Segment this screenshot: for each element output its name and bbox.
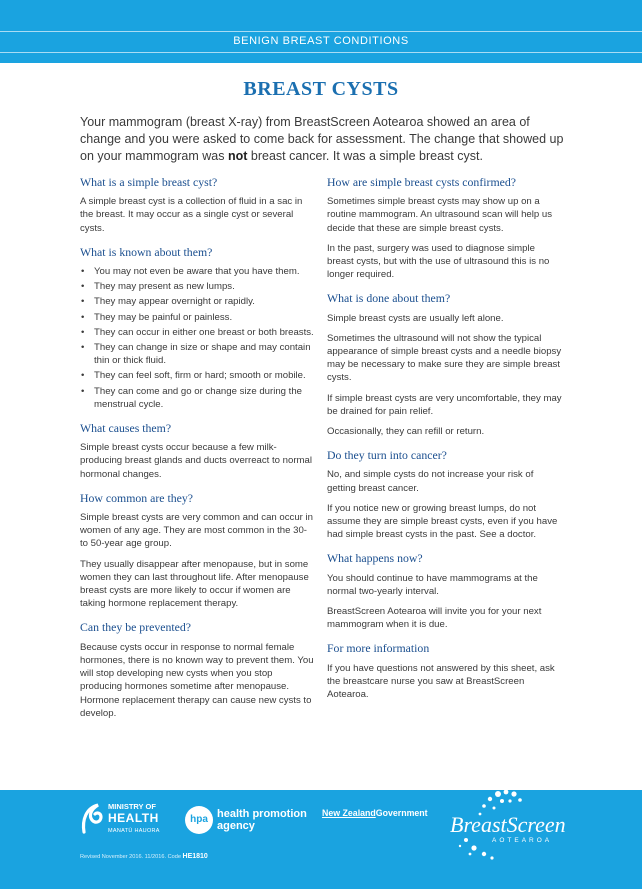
section-heading: What is known about them? bbox=[80, 244, 213, 259]
section-happens-now bbox=[327, 552, 563, 631]
section-text: Occasionally, they can refill or return. bbox=[327, 426, 485, 438]
section-text: Sometimes the ultrasound will not show the typical appearance of simple breast cysts and a needle biopsy may be necessary to make sure they are simple breast cysts. bbox=[327, 332, 562, 384]
left-column bbox=[80, 176, 316, 731]
section-heading: What is a simple breast cyst? bbox=[80, 175, 218, 189]
section-text: Simple breast cysts are usually left alone. bbox=[327, 312, 504, 324]
intro-part2: breast cancer. It was a simple breast cyst. bbox=[247, 149, 483, 163]
hpa-line1: health promotion bbox=[217, 808, 307, 820]
section-text: They usually disappear after menopause, but in some women they can last throughout life. After menopause breast cysts are more likely to occur if women are taking hormone replacement therapy. bbox=[80, 558, 309, 610]
section-text: Because cysts occur in response to normal female hormones, there is no known way to prevent them. You will stop developing new cysts when you stop producing hormones sometime after menopause. Hormone replacement therapy can cause new cysts to develop. bbox=[80, 641, 314, 719]
section-text: A simple breast cyst is a collection of fluid in a sac in the breast. It may occur as a single cyst or several cysts. bbox=[80, 196, 303, 234]
list-item: • They can change in size or shape and may contain thin or thick fluid. bbox=[80, 341, 316, 367]
hpa-badge-icon: hpa bbox=[185, 806, 213, 834]
list-item: • You may not even be aware that you have them. bbox=[80, 265, 316, 278]
intro-paragraph bbox=[80, 114, 570, 165]
moh-line1: MINISTRY OF bbox=[108, 802, 156, 811]
revision-note bbox=[80, 853, 208, 860]
page-title: BREAST CYSTS bbox=[243, 78, 399, 100]
right-column bbox=[327, 176, 563, 712]
list-item: • They can feel soft, firm or hard; smooth or mobile. bbox=[80, 369, 316, 382]
breastscreen-name: BreastScreen bbox=[450, 812, 566, 837]
section-text: If you notice new or growing breast lumps, do not assume they are simple breast cysts, even if you have had simple breast cysts in the past. See a doctor. bbox=[327, 502, 558, 541]
section-text: In the past, surgery was used to diagnose simple breast cysts, but with the use of ultrasound this is no longer required. bbox=[327, 242, 550, 281]
section-text: You should continue to have mammograms at the normal two-yearly interval. bbox=[327, 572, 538, 597]
nz-government-logo bbox=[322, 808, 428, 818]
nzgov-part2: Government bbox=[375, 808, 428, 818]
hpa-logo bbox=[185, 806, 313, 836]
section-causes bbox=[80, 422, 316, 481]
section-heading: For more information bbox=[327, 641, 430, 656]
section-text: Simple breast cysts are very common and can occur in women of any age. They are most common in the 30- to 50-year age group. bbox=[80, 512, 314, 550]
section-text: Simple breast cysts occur because a few milk-producing breast glands and ducts overreact to normal hormonal changes. bbox=[80, 442, 312, 480]
ministry-of-health-logo bbox=[80, 799, 172, 843]
section-cancer bbox=[327, 449, 563, 541]
breastscreen-logo bbox=[440, 784, 600, 864]
section-heading: What happens now? bbox=[327, 551, 423, 566]
revision-code: HE1810 bbox=[182, 853, 208, 860]
moh-line2: HEALTH bbox=[108, 811, 159, 825]
revision-text: Revised November 2016. 11/2016. Code bbox=[80, 854, 183, 860]
list-item: • They may appear overnight or rapidly. bbox=[80, 295, 316, 308]
list-item: • They may present as new lumps. bbox=[80, 280, 316, 293]
section-what-is bbox=[80, 176, 316, 235]
list-item: • They may be painful or painless. bbox=[80, 311, 316, 324]
section-text: Sometimes simple breast cysts may show up on a routine mammogram. An ultrasound scan will help us decide that these are simple breast cysts. bbox=[327, 196, 553, 234]
section-text: BreastScreen Aotearoa will invite you for your next mammogram when it is due. bbox=[327, 606, 542, 631]
section-heading: Can they be prevented? bbox=[80, 620, 192, 635]
section-text: No, and simple cysts do not increase your risk of getting breast cancer. bbox=[327, 469, 534, 494]
moh-line3: MANATŪ HAUORA bbox=[108, 828, 160, 834]
hpa-line2: agency bbox=[217, 820, 255, 832]
section-heading: How are simple breast cysts confirmed? bbox=[327, 175, 517, 189]
header-band-label: BENIGN BREAST CONDITIONS bbox=[233, 35, 409, 47]
list-item: • They can occur in either one breast or both breasts. bbox=[80, 326, 316, 339]
section-heading: What causes them? bbox=[80, 421, 172, 436]
intro-emphasis: not bbox=[227, 149, 248, 163]
top-banner bbox=[0, 0, 642, 63]
section-heading: What is done about them? bbox=[327, 291, 451, 306]
nzgov-part1: New Zealand bbox=[322, 808, 376, 818]
section-text: If you have questions not answered by this sheet, ask the breastcare nurse you saw at BreastScreen Aotearoa. bbox=[327, 662, 555, 701]
section-text: If simple breast cysts are very uncomfortable, they may be drained for pain relief. bbox=[327, 392, 562, 417]
list-item: • They can come and go or change size during the menstrual cycle. bbox=[80, 385, 316, 411]
section-how-common bbox=[80, 492, 316, 611]
section-prevented bbox=[80, 621, 316, 719]
section-heading: Do they turn into cancer? bbox=[327, 448, 447, 463]
section-known-about bbox=[80, 246, 316, 411]
bullet-list bbox=[80, 265, 316, 411]
section-more-info bbox=[327, 642, 563, 701]
breastscreen-sub: AOTEAROA bbox=[492, 837, 553, 844]
section-heading: How common are they? bbox=[80, 490, 194, 505]
section-confirmed bbox=[327, 176, 563, 281]
intro-part1: Your mammogram (breast X-ray) from BreastScreen Aotearoa showed an area of change and you were asked to come back for assessment. The change that showed up on your mammogram was bbox=[80, 115, 564, 163]
moh-koru-icon bbox=[80, 802, 106, 834]
section-what-done bbox=[327, 292, 563, 438]
